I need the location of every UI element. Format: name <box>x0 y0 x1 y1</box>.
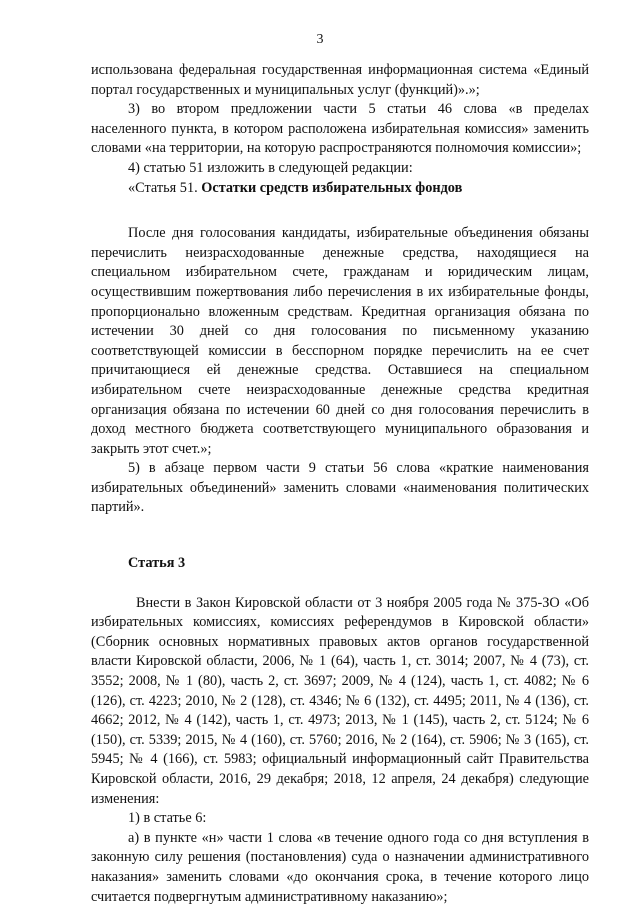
paragraph: 5) в абзаце первом части 9 статьи 56 слова «краткие наименования избирательных объединений» заменить словами «наименования политических партий». <box>91 460 589 516</box>
spacer <box>91 518 589 554</box>
paragraph: Внести в Закон Кировской области от 3 ноября 2005 года № 375-ЗО «Об избирательных комиссиях, комиссиях референдумов в Кировской области» (Сборник основных нормативных правовых актов органов государственной власти Кировской области, 2006, № 1 (64), часть 1, ст. 3014; 2007, № 4 (73), ст. 3552; 2008, № 1 (80), часть 2, ст. 3697; 2009, № 4 (124), часть 1, ст. 4082; № 6 (126), ст. 4223; 2010, № 2 (128), ст. 4346; № 6 (132), ст. 4495; 2011, № 4 (136), ст. 4662; 2012, № 4 (142), часть 1, ст. 4973; 2013, № 1 (145), часть 2, ст. 5124; № 6 (150), ст. 5339; 2015, № 4 (160), ст. 5760; 2016, № 2 (164), ст. 5906; № 3 (165), ст. 5945; № 4 (166), ст. 5983; официальный информационный сайт Правительства Кировской области, 2016, 29 декабря; 2018, 12 апреля, 24 декабря) следующие изменения: <box>91 594 589 807</box>
paragraph: После дня голосования кандидаты, избирательные объединения обязаны перечислить неизрасходованные денежные средства, находящиеся на специальном избирательном счете, гражданам и юридическим лицам, осуществившим пожертвования либо перечисления в их избирательные фонды, пропорционально вложенным средствам. Кредитная организация обязана по истечении 30 дней со дня голосования по письменному указанию соответствующей комиссии в бесспорном порядке перечислить на ее счет причитающиеся ей денежные средства. Оставшиеся на специальном избирательном счете неизрасходованные денежные средства кредитная организация обязана по истечении 60 дней со дня голосования перечислить в доход местного бюджета соответствующего муниципального образования и закрыть этот счет.»; <box>91 225 589 457</box>
article-51-title: Остатки средств избирательных фондов <box>201 179 463 196</box>
paragraph: использована федеральная государственная информационная система «Единый портал государственных и муниципальных услуг (функций)».»; <box>91 62 589 98</box>
paragraph: 3) во втором предложении части 5 статьи 46 слова «в пределах населенного пункта, в котором расположена избирательная комиссия» заменить словами «на территории, на которую распространяются полномочия комиссии»; <box>91 101 589 157</box>
article-3-heading: Статья 3 <box>128 555 186 572</box>
paragraph: а) в пункте «н» части 1 слова «в течение одного года со дня вступления в законную силу решения (постановления) суда о назначении административного наказания» заменить словами «до окончания срока, в течение которого лицо считается подвергнутым административному наказанию»; <box>91 829 589 905</box>
paragraph: 4) статью 51 изложить в следующей редакции: <box>128 159 413 176</box>
page-number: 3 <box>316 32 324 47</box>
article-51-heading <box>91 179 589 199</box>
document-body <box>91 61 589 907</box>
spacer <box>91 198 589 224</box>
article-51-prefix: «Статья 51. <box>128 179 202 196</box>
spacer <box>91 574 589 594</box>
paragraph: 1) в статье 6: <box>128 810 207 827</box>
